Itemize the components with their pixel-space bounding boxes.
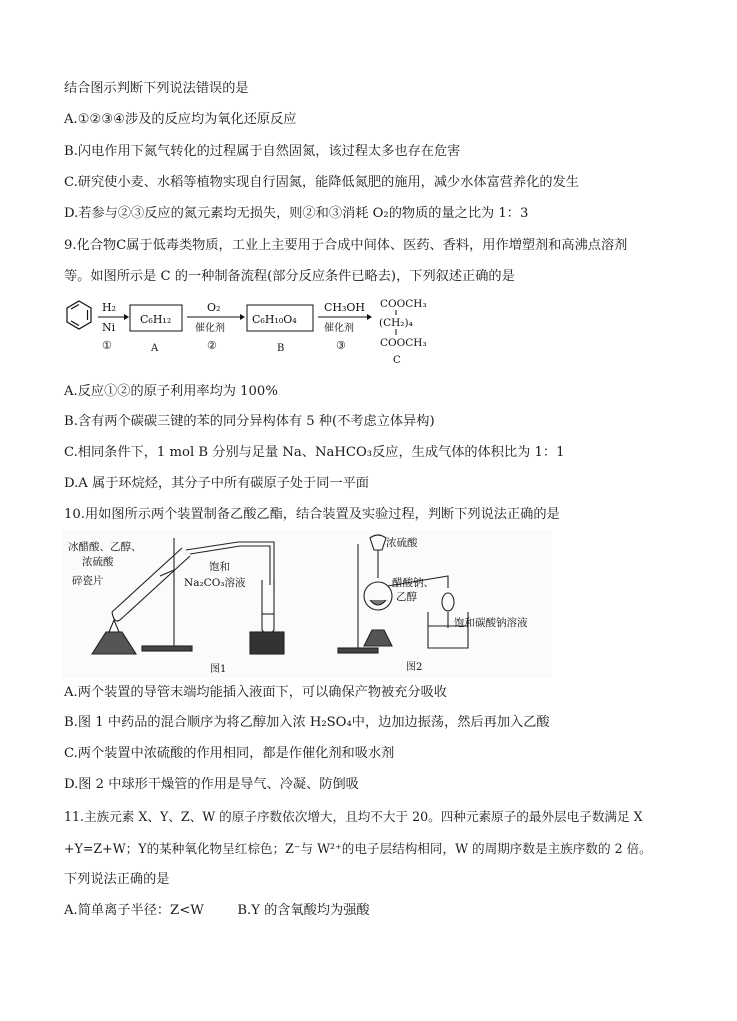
f1-saturated-label: 饱和 xyxy=(209,561,230,573)
compound-a-formula: C₆H₁₂ xyxy=(140,313,172,326)
figure1-caption: 图1 xyxy=(210,664,227,675)
f2-reagent-line2: 乙醇 xyxy=(396,591,417,603)
synthesis-scheme xyxy=(62,293,482,373)
q8-option-b: B.闪电作用下氮气转化的过程属于自然固氮，该过程太多也存在危害 xyxy=(64,144,461,159)
q9-option-b: B.含有两个碳碳三键的苯的同分异构体有 5 种(不考虑立体异构) xyxy=(64,414,435,429)
q9-option-a: A.反应①②的原子利用率均为 100% xyxy=(64,384,278,399)
f2-reagent-line1: 醋酸钠、 xyxy=(392,577,434,589)
q11-stem-line3: 下列说法正确的是 xyxy=(64,872,170,887)
q11-options-ab: A.简单离子半径：Z<W B.Y 的含氧酸均为强酸 xyxy=(64,903,370,918)
q10-option-c: C.两个装置中浓硫酸的作用相同，都是作催化剂和吸水剂 xyxy=(64,746,395,761)
q10-stem: 10.用如图所示两个装置制备乙酸乙酯，结合装置及实验过程，判断下列说法正确的是 xyxy=(64,507,560,522)
q9-stem-line2: 等。如图所示是 C 的一种制备流程(部分反应条件已略去)，下列叙述正确的是 xyxy=(64,269,515,284)
q10-option-a: A.两个装置的导管末端均能插入液面下，可以确保产物被充分吸收 xyxy=(64,685,447,700)
catalyst-2-label: 催化剂 xyxy=(324,323,354,334)
f1-chips-label: 碎瓷片 xyxy=(72,575,104,587)
q11-stem-line2: +Y=Z+W；Y的某种氧化物呈红棕色；Z⁻与 W²⁺的电子层结构相同，W 的周期序数是主族序数的 2 倍。 xyxy=(64,841,652,856)
catalyst-1-label: 催化剂 xyxy=(195,323,225,334)
f1-na2co3-label: Na₂CO₃溶液 xyxy=(184,577,246,589)
compound-c-label: C xyxy=(393,355,401,366)
o2-label: O₂ xyxy=(207,301,221,314)
f2-solution-label: 饱和碳酸钠溶液 xyxy=(454,617,528,629)
benzene-ring-icon xyxy=(67,301,91,329)
h2-label: H₂ xyxy=(102,301,117,314)
apparatus-figures xyxy=(62,530,552,678)
intro-line: 结合图示判断下列说法错误的是 xyxy=(64,81,249,96)
q9-option-c: C.相同条件下，1 mol B 分别与足量 Na、NaHCO₃反应，生成气体的体积比为 1：1 xyxy=(64,445,565,460)
q8-option-a: A.①②③④涉及的反应均为氧化还原反应 xyxy=(64,112,297,127)
q11-stem-line1: 11.主族元素 X、Y、Z、W 的原子序数依次增大，且均不大于 20。四种元素原子的最外层电子数满足 X xyxy=(64,809,643,824)
compound-b-formula: C₆H₁₀O₄ xyxy=(252,313,297,326)
f1-reagents-line2: 浓硫酸 xyxy=(82,556,114,568)
ni-label: Ni xyxy=(102,321,116,334)
f2-acid-label: 浓硫酸 xyxy=(386,537,418,549)
methanol-label: CH₃OH xyxy=(324,301,366,314)
q10-option-b: B.图 1 中药品的混合顺序为将乙醇加入浓 H₂SO₄中，边加边振荡，然后再加入乙酸 xyxy=(64,715,550,730)
q10-option-d: D.图 2 中球形干燥管的作用是导气、冷凝、防倒吸 xyxy=(64,777,359,792)
compound-a-label: A xyxy=(151,343,159,354)
compound-c-bottom: COOCH₃ xyxy=(380,337,427,349)
compound-c-top: COOCH₃ xyxy=(380,298,427,310)
f1-reagents-line1: 冰醋酸、乙醇、 xyxy=(68,541,142,553)
q9-stem-line1: 9.化合物C属于低毒类物质，工业上主要用于合成中间体、医药、香料，用作増塑剂和高沸点溶剂 xyxy=(64,238,628,253)
q8-option-d: D.若参与②③反应的氮元素均无损失，则②和③消耗 O₂的物质的量之比为 1：3 xyxy=(64,206,529,221)
compound-b-label: B xyxy=(277,343,285,354)
figure2-caption: 图2 xyxy=(406,662,423,673)
step1-label: ① xyxy=(102,339,112,352)
q8-option-c: C.研究使小麦、水稻等植物实现自行固氮，能降低氮肥的施用，减少水体富营养化的发生 xyxy=(64,175,579,190)
step3-label: ③ xyxy=(336,339,346,352)
q9-option-d: D.A 属于环烷烃，其分子中所有碳原子处于同一平面 xyxy=(64,476,369,491)
compound-c-middle: (CH₂)₄ xyxy=(379,317,413,329)
step2-label: ② xyxy=(207,339,217,352)
